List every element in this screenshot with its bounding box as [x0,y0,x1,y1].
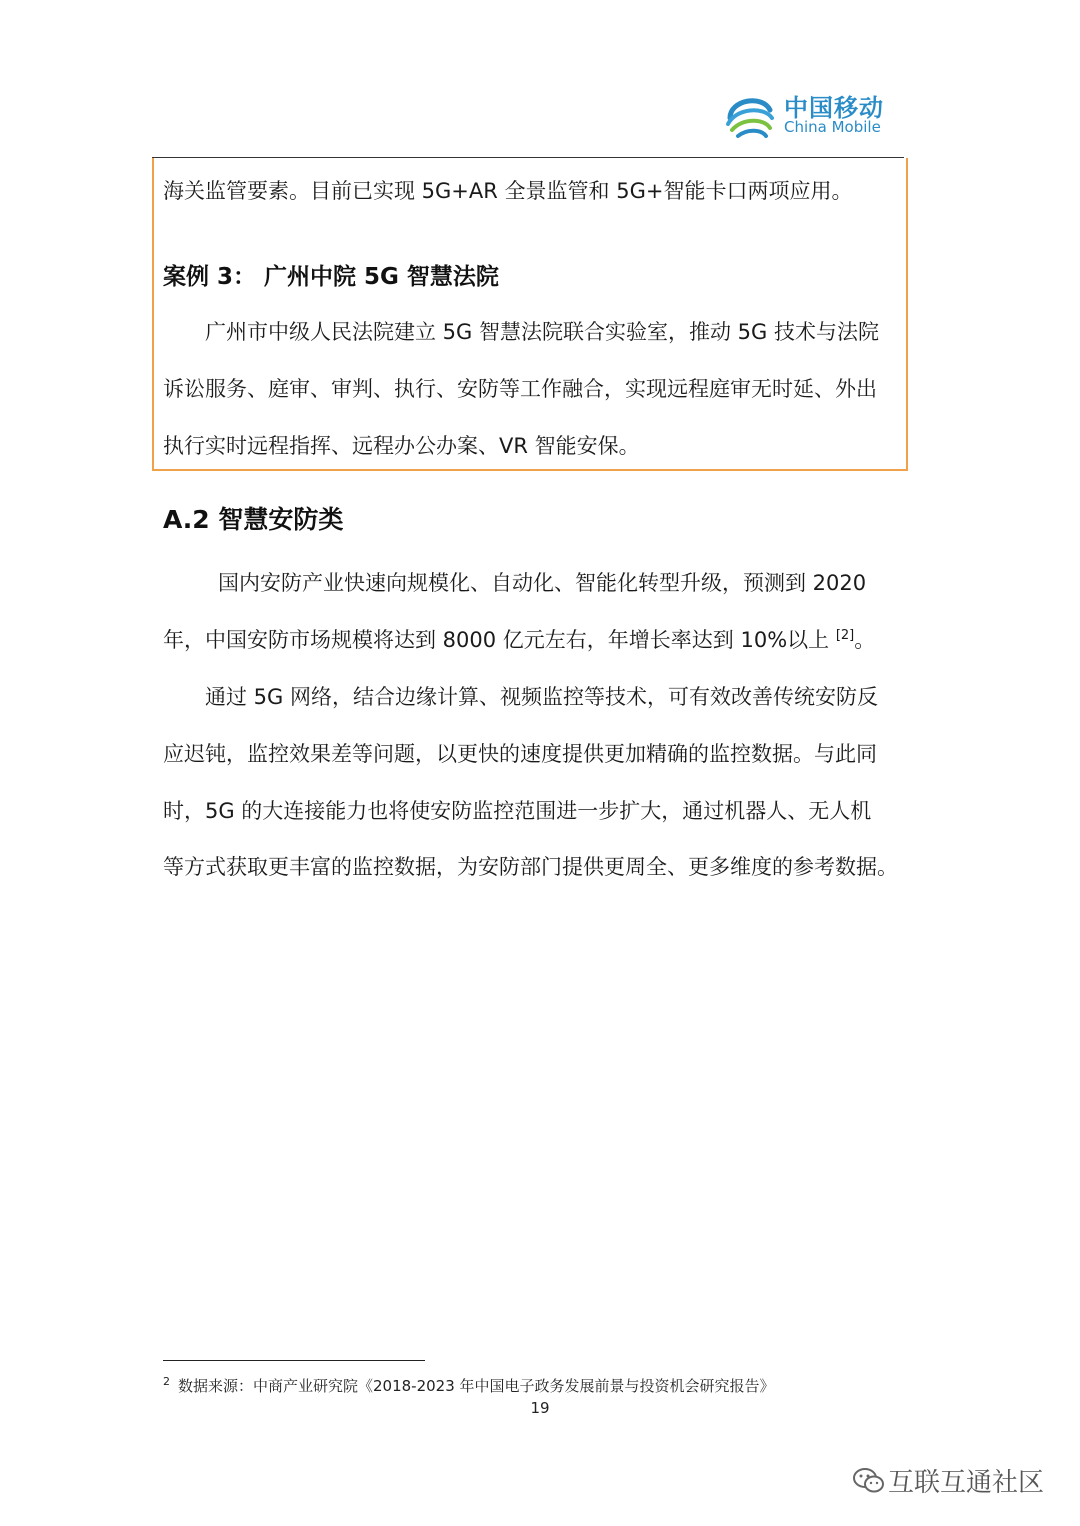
para2-line-1: 通过 5G 网络，结合边缘计算、视频监控等技术，可有效改善传统安防反 [205,685,878,709]
section-title: A.2 智慧安防类 [163,505,344,534]
case3-line-3: 执行实时远程指挥、远程办公办案、VR 智能安保。 [163,434,640,458]
footnote [163,1375,775,1396]
para2-line-4: 等方式获取更丰富的监控数据，为安防部门提供更周全、更多维度的参考数据。 [163,855,898,879]
para1-line-2-text: 年，中国安防市场规模将达到 8000 亿元左右，年增长率达到 10%以上 [163,628,830,652]
para1-line-2 [163,624,875,654]
logo-text-en: China Mobile [784,118,881,136]
china-mobile-logo-icon [722,88,778,144]
case3-line-1: 广州市中级人民法院建立 5G 智慧法院联合实验室，推动 5G 技术与法院 [205,320,879,344]
watermark [852,1460,1062,1500]
case-continued-text: 海关监管要素。目前已实现 5G+AR 全景监管和 5G+智能卡口两项应用。 [163,179,853,203]
footnote-text: 数据来源：中商产业研究院《2018-2023 年中国电子政务发展前景与投资机会研究报告》 [178,1377,775,1395]
case3-title: 案例 3： 广州中院 5G 智慧法院 [163,264,499,290]
footnote-mark: 2 [163,1375,170,1388]
footnote-rule [163,1360,425,1361]
china-mobile-logo [722,86,902,146]
page-number: 19 [530,1399,550,1417]
para1-end: 。 [854,628,876,652]
wechat-icon [852,1466,886,1496]
para2-line-2: 应迟钝，监控效果差等问题，以更快的速度提供更加精确的监控数据。与此同 [163,742,877,766]
para2-line-3: 时，5G 的大连接能力也将使安防监控范围进一步扩大，通过机器人、无人机 [163,799,872,823]
case3-line-2: 诉讼服务、庭审、审判、执行、安防等工作融合，实现远程庭审无时延、外出 [163,377,877,401]
para1-line-1: 国内安防产业快速向规模化、自动化、智能化转型升级，预测到 2020 [218,571,867,595]
logo-text-cn: 中国移动 [784,94,884,122]
reference-marker: [2] [835,628,855,643]
watermark-text: 互联互通社区 [888,1468,1045,1498]
